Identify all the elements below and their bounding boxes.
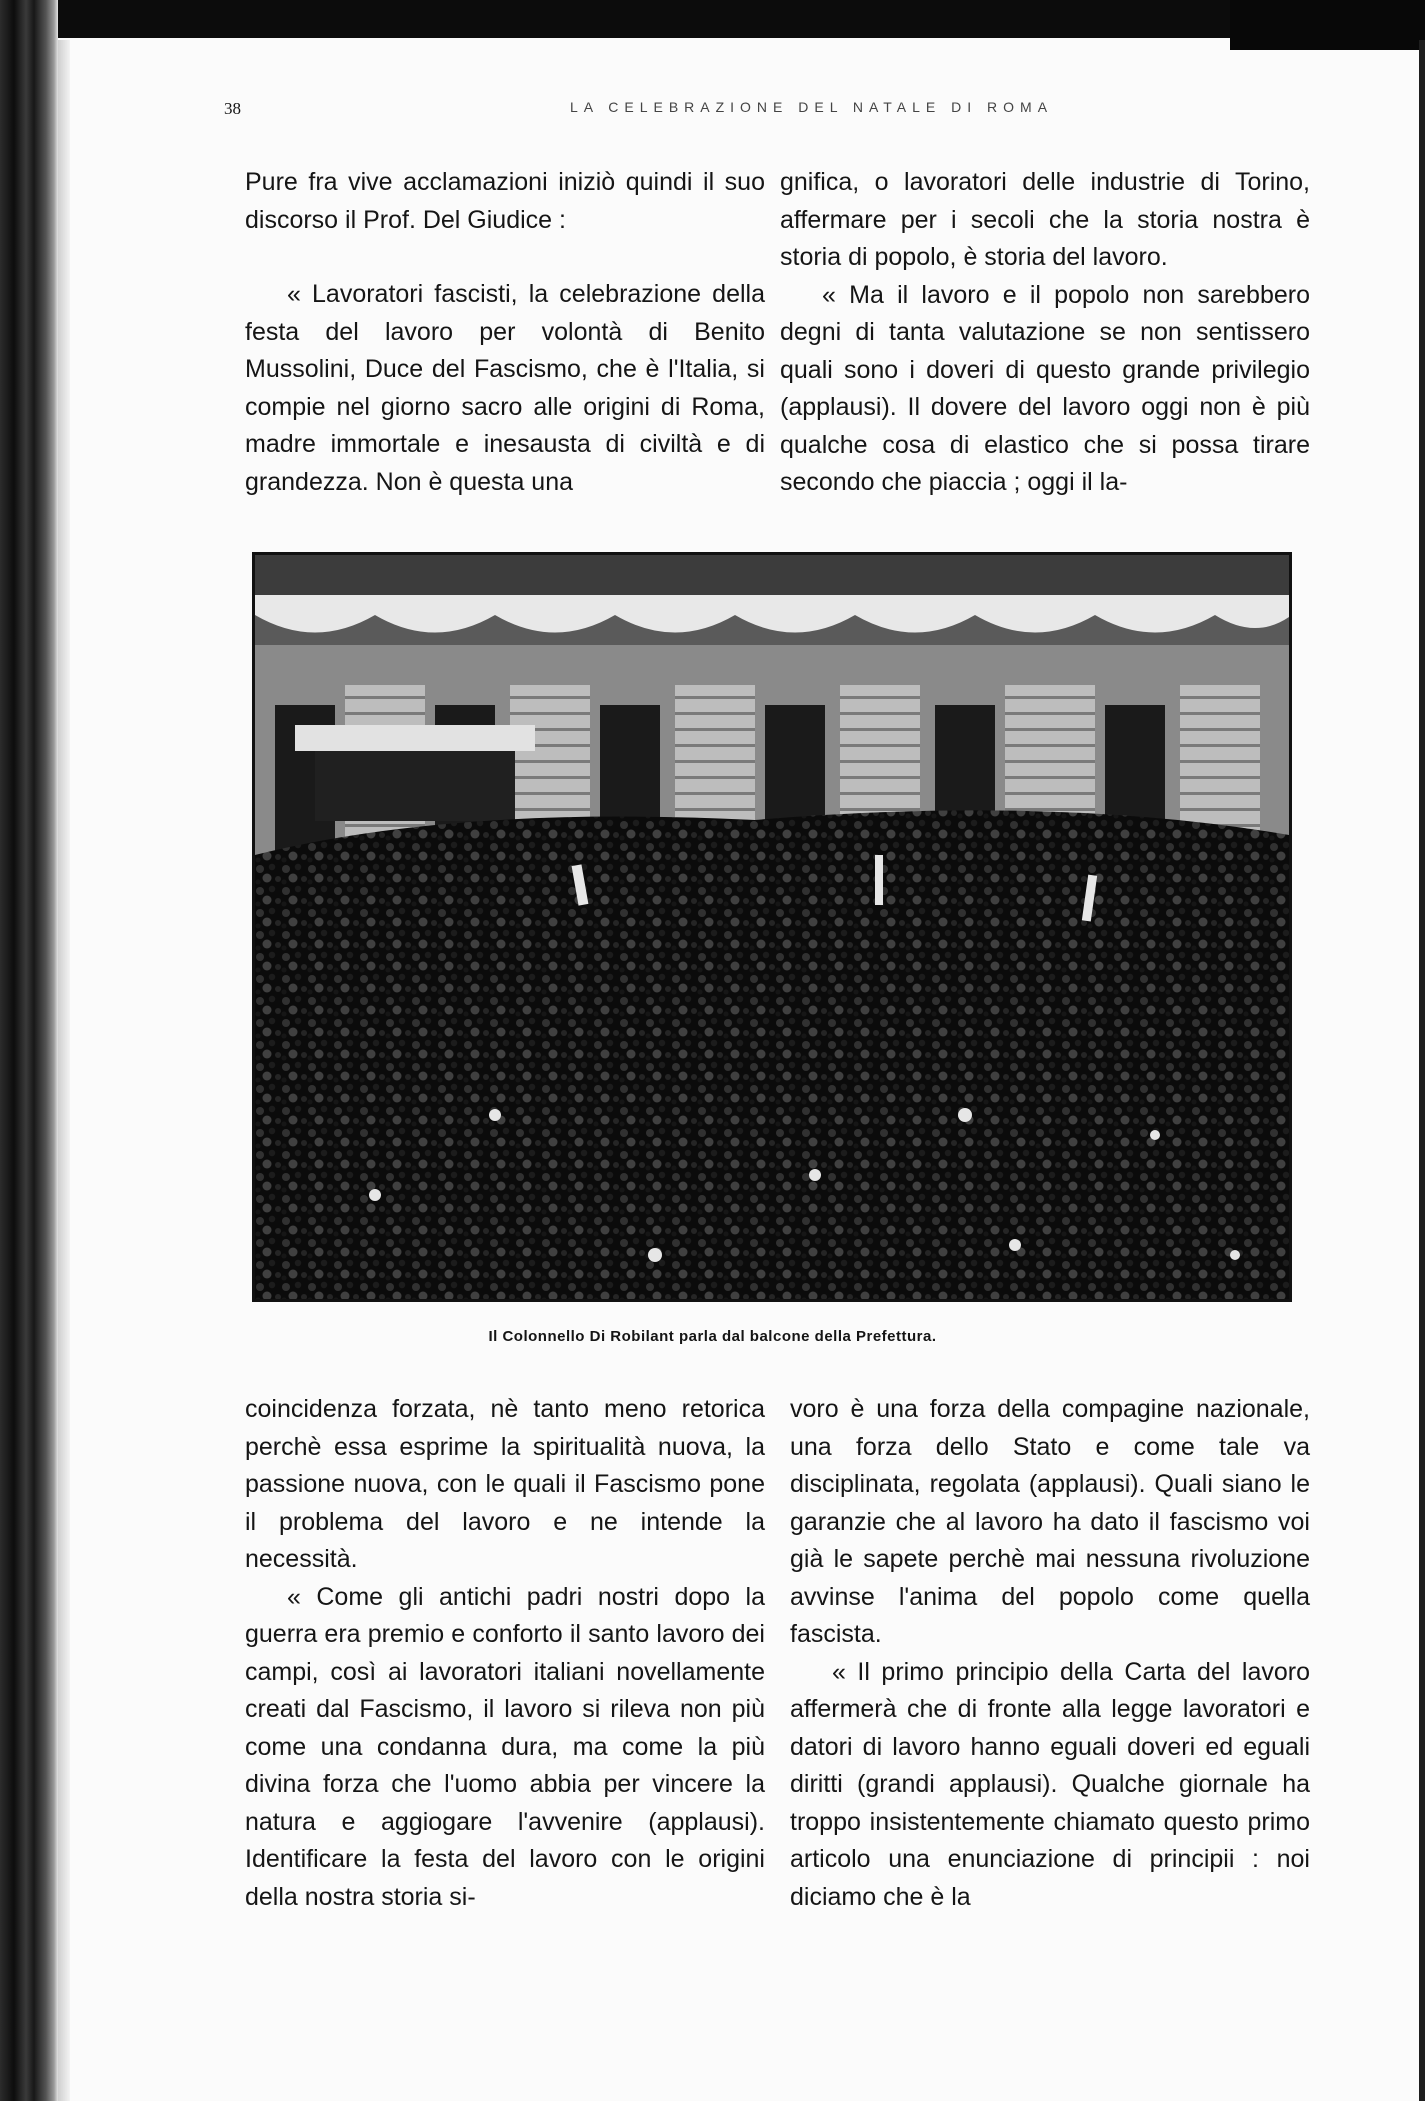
paragraph: voro è una forza della compagine nazionale, una forza dello Stato e come tale va disciplinata, regolata (applausi). Quali siano le garanzie che al lavoro ha dato il fascismo voi già le sapete perchè mai nessuna rivoluzione avvinse l'anima del popolo come quella fascista. [790,1395,1310,1648]
column-top-right [780,164,1310,502]
paragraph: « Come gli antichi padri nostri dopo la guerra era premio e conforto il santo lavoro dei campi, così ai lavoratori italiani novellamente creati dal Fascismo, il lavoro si rileva non più come una condanna dura, ma come la più divina forza che l'uomo abbia per vincere la natura e aggiogare l'avvenire (applausi). Identificare la festa del lavoro con le origini della nostra storia si- [245,1582,765,1911]
scan-binding-shadow [58,40,70,2101]
paragraph: « Ma il lavoro e il popolo non sarebbero degni di tanta valutazione se non sentissero quali sono i doveri di questo grande privilegio (applausi). Il dovere del lavoro oggi non è più qualche cosa di elastico che si possa tirare secondo che piaccia ; oggi il la- [780,280,1310,496]
scan-top-border [0,0,1425,38]
figure-caption: Il Colonnello Di Robilant parla dal balcone della Prefettura. [488,1328,937,1345]
paragraph: « Il primo principio della Carta del lavoro affermerà che di fronte alla legge lavoratori e datori di lavoro hanno eguali doveri ed eguali diritti (grandi applausi). Qualche giornale ha troppo insistentemente chiamato questo primo articolo una enunciazione di principii : noi diciamo che è la [790,1657,1310,1911]
paragraph: gnifica, o lavoratori delle industrie di Torino, affermare per i secoli che la storia nostra è storia di popolo, è storia del lavoro. [780,168,1310,271]
column-top-left [245,164,765,501]
paragraph: Pure fra vive acclamazioni iniziò quindi il suo discorso il Prof. Del Giudice : [245,168,765,234]
column-bottom-left [245,1391,765,1916]
scan-binding-edge [0,0,58,2101]
page-number: 38 [224,99,241,118]
paragraph: « Lavoratori fascisti, la celebrazione della festa del lavoro per volontà di Benito Mussolini, Duce del Fascismo, che è l'Italia, si compie nel giorno sacro alle origini di Roma, madre immortale e inesausta di civiltà e di grandezza. Non è questa una [245,280,765,496]
paragraph: coincidenza forzata, nè tanto meno retorica perchè essa esprime la spiritualità nuova, la passione nuova, con le quali il Fascismo pone il problema del lavoro e ne intende la necessità. [245,1395,765,1573]
scan-top-border-step [1230,0,1425,50]
column-bottom-right [790,1391,1310,1916]
crowd-photograph [252,552,1292,1302]
photo-image [255,555,1289,1299]
scan-right-edge [1419,40,1425,2101]
running-head: LA CELEBRAZIONE DEL NATALE DI ROMA [570,99,1054,115]
